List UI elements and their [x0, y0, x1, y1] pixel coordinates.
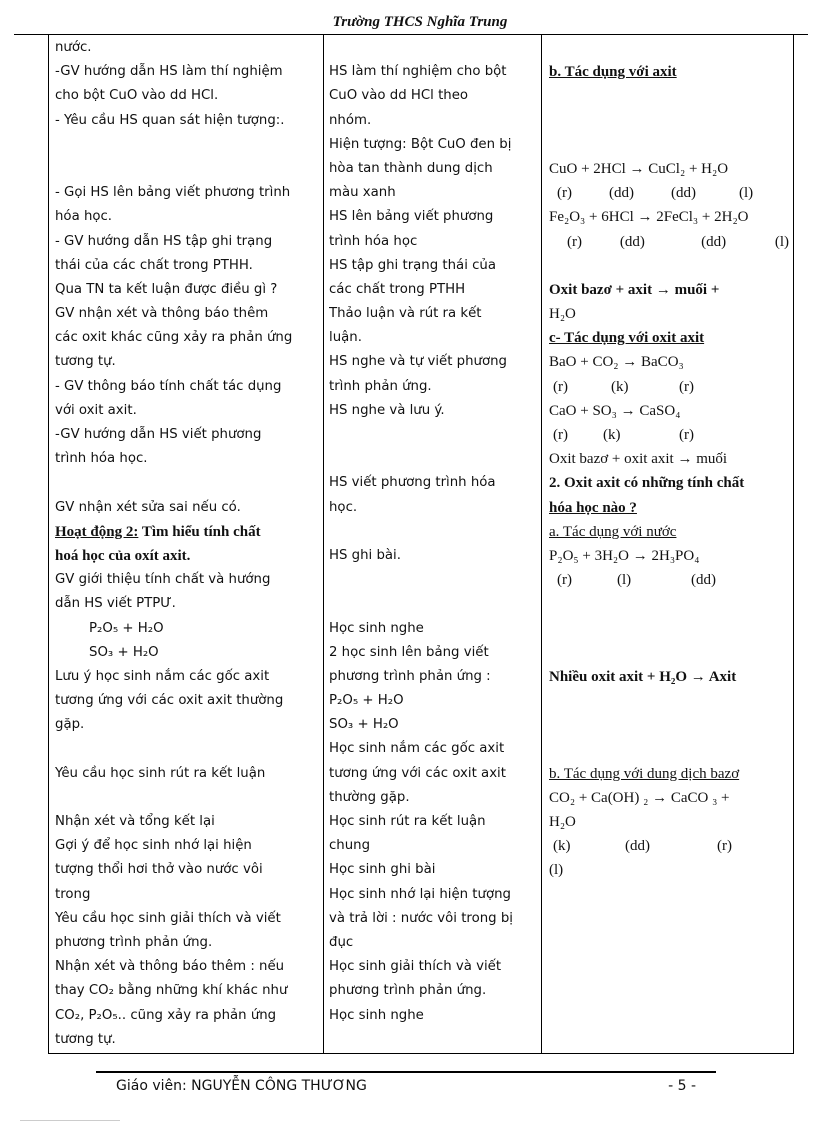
conclusion: Nhiều oxit axit + H₂O → Axit [549, 668, 737, 685]
text-line: HS lên bảng viết phương [329, 209, 494, 225]
text-line: - Yêu cầu HS quan sát hiện tượng:. [55, 112, 285, 128]
text-line: nước. [55, 40, 92, 55]
text-line: các chất trong PTHH [329, 281, 466, 297]
text-line: Học sinh giải thích và viết [329, 959, 502, 975]
lesson-table [48, 34, 794, 1054]
text-line: HS viết phương trình hóa [329, 475, 496, 491]
text-line: đục [329, 934, 354, 950]
text-line: SO₃ + H₂O [89, 644, 159, 660]
activity-label: Hoạt động 2: [55, 523, 139, 540]
state-labels: (r) (dd) (dd) (l) [567, 233, 789, 250]
text-line [55, 737, 323, 761]
text-line [329, 520, 539, 544]
divider [20, 1120, 120, 1121]
text-line: HS nghe và lưu ý. [329, 402, 445, 418]
text-line [329, 447, 539, 471]
column-divider [323, 34, 324, 1053]
text-line: màu xanh [329, 185, 396, 201]
text-line: thái của các chất trong PTHH. [55, 257, 253, 273]
text-line [329, 36, 539, 60]
text-line: phương trình phản ứng. [329, 983, 487, 999]
state-labels: (r) (k) (r) [553, 427, 694, 443]
text-line: luận. [329, 330, 362, 346]
text-line: tương tự. [55, 354, 116, 370]
conclusion: H₂O [549, 306, 576, 323]
text-line [55, 786, 323, 810]
content-column [549, 36, 789, 883]
text-line [55, 133, 323, 157]
text-line: Học sinh nghe [329, 620, 424, 636]
text-line: hoá học của oxít axit. [55, 547, 191, 564]
text-line: Yêu cầu học sinh rút ra kết luận [55, 765, 266, 781]
section-title: c- Tác dụng với oxit axit [549, 330, 705, 347]
text-line: Lưu ý học sinh nắm các gốc axit [55, 668, 270, 684]
text-line: - GV thông báo tính chất tác dụng [55, 378, 282, 394]
equation: CuO + 2HCl → CuCl₂ + H₂O [549, 160, 729, 177]
text-line: HS nghe và tự viết phương [329, 354, 507, 370]
text-line: P₂O₅ + H₂O [89, 620, 164, 636]
text-line: và trả lời : nước vôi trong bị [329, 910, 513, 926]
text-line: thay CO₂ bằng những khí khác như [55, 983, 288, 999]
text-line: Học sinh ghi bài [329, 862, 436, 878]
text-line: với oxit axit. [55, 402, 137, 418]
text-line [55, 471, 323, 495]
text-line: chung [329, 838, 371, 854]
activity-title: Tìm hiểu tính chất [138, 523, 261, 540]
equation: Fe₂O₃ + 6HCl → 2FeCl₃ + 2H₂O [549, 209, 749, 226]
text-line: Nhận xét và thông báo thêm : nếu [55, 959, 285, 975]
text-line: trình hóa học. [55, 451, 148, 467]
text-line: Yêu cầu học sinh giải thích và viết [55, 910, 281, 926]
text-line: tương tự. [55, 1031, 116, 1047]
text-line: phương trình phản ứng : [329, 668, 491, 684]
text-line: - Gọi HS lên bảng viết phương trình [55, 185, 291, 201]
text-line: Học sinh nhớ lại hiện tượng [329, 886, 511, 902]
state-labels: (r) (dd) (dd) (l) [557, 185, 754, 202]
section-title: b. Tác dụng với axit [549, 64, 677, 81]
text-line: -GV hướng dẫn HS làm thí nghiệm [55, 64, 283, 80]
state-labels: (k) (dd) (r) [553, 838, 732, 855]
equation: CaO + SO₃ → CaSO₄ [549, 402, 681, 419]
text-line: CuO vào dd HCl theo [329, 88, 469, 104]
text-line [55, 520, 323, 544]
equation: BaO + CO₂ → BaCO₃ [549, 354, 684, 371]
text-line: tượng thổi hơi thở vào nước vôi [55, 862, 263, 878]
text-line: trong [55, 886, 91, 902]
text-line: HS làm thí nghiệm cho bột [329, 64, 507, 80]
text-line: Học sinh nắm các gốc axit [329, 741, 505, 757]
text-line: HS tập ghi trạng thái của [329, 257, 497, 273]
section-heading: hóa học nào ? [549, 499, 637, 516]
text-line: Học sinh nghe [329, 1007, 424, 1023]
teacher-activity-column [55, 36, 323, 1052]
equation: CO₂ + Ca(OH) ₂ → CaCO ₃ + [549, 789, 730, 806]
text-line: dẫn HS viết PTPƯ. [55, 596, 176, 612]
text-line: Gợi ý để học sinh nhớ lại hiện [55, 838, 252, 854]
text-line: trình hóa học [329, 233, 418, 249]
text-line: Học sinh rút ra kết luận [329, 814, 486, 829]
text-line: tương ứng với các oxit axit thường [55, 693, 284, 709]
equation: P₂O₅ + 3H₂O → 2H₃PO₄ [549, 547, 700, 564]
text-line: tương ứng với các oxit axit [329, 765, 506, 781]
text-line: HS ghi bài. [329, 547, 401, 563]
text-line: cho bột CuO vào dd HCl. [55, 88, 219, 104]
text-line: hòa tan thành dung dịch [329, 160, 493, 176]
text-line: Qua TN ta kết luận được điều gì ? [55, 281, 278, 297]
text-line: hóa học. [55, 209, 113, 225]
conclusion: Oxit bazơ + oxit axit → muối [549, 451, 728, 468]
text-line: CO₂, P₂O₅.. cũng xảy ra phản ứng [55, 1007, 277, 1023]
section-title: b. Tác dụng với dung dịch bazơ [549, 765, 740, 782]
text-line: phương trình phản ứng. [55, 934, 213, 950]
text-line: Hiện tượng: Bột CuO đen bị [329, 136, 512, 152]
text-line: SO₃ + H₂O [329, 717, 399, 733]
text-line: các oxit khác cũng xảy ra phản ứng [55, 330, 293, 346]
text-line: P₂O₅ + H₂O [329, 693, 404, 709]
text-line [329, 423, 539, 447]
text-line: Nhận xét và tổng kết lại [55, 814, 215, 829]
state-labels: (l) [549, 862, 564, 879]
text-line: - GV hướng dẫn HS tập ghi trạng [55, 233, 273, 249]
text-line: GV nhận xét sửa sai nếu có. [55, 499, 241, 515]
state-labels: (r) (k) (r) [553, 378, 694, 395]
footer-rule [96, 1071, 716, 1073]
teacher-name: Giáo viên: NGUYỄN CÔNG THƯƠNG [116, 1078, 367, 1094]
page-footer [116, 1078, 696, 1094]
state-labels: (r) (l) (dd) [557, 572, 716, 589]
page-number: - 5 - [668, 1078, 696, 1094]
section-heading: 2. Oxit axit có những tính chất [549, 475, 745, 492]
text-line: GV giới thiệu tính chất và hướng [55, 572, 271, 588]
text-line [329, 592, 539, 616]
text-line: học. [329, 499, 358, 515]
text-line: GV nhận xét và thông báo thêm [55, 306, 269, 322]
page-header: Trường THCS Nghĩa Trung [332, 14, 508, 30]
text-line: nhóm. [329, 112, 372, 128]
text-line: thường gặp. [329, 789, 410, 805]
text-line: gặp. [55, 717, 85, 733]
text-line: 2 học sinh lên bảng viết [329, 644, 489, 660]
text-line: -GV hướng dẫn HS viết phương [55, 427, 262, 442]
text-line [329, 568, 539, 592]
conclusion: Oxit bazơ + axit → muối + [549, 281, 720, 298]
equation: H₂O [549, 814, 576, 830]
text-line: trình phản ứng. [329, 378, 432, 394]
section-title: a. Tác dụng với nước [549, 523, 677, 540]
student-activity-column [329, 36, 539, 1028]
column-divider [541, 34, 542, 1053]
text-line: Thảo luận và rút ra kết [329, 306, 482, 322]
text-line [55, 157, 323, 181]
